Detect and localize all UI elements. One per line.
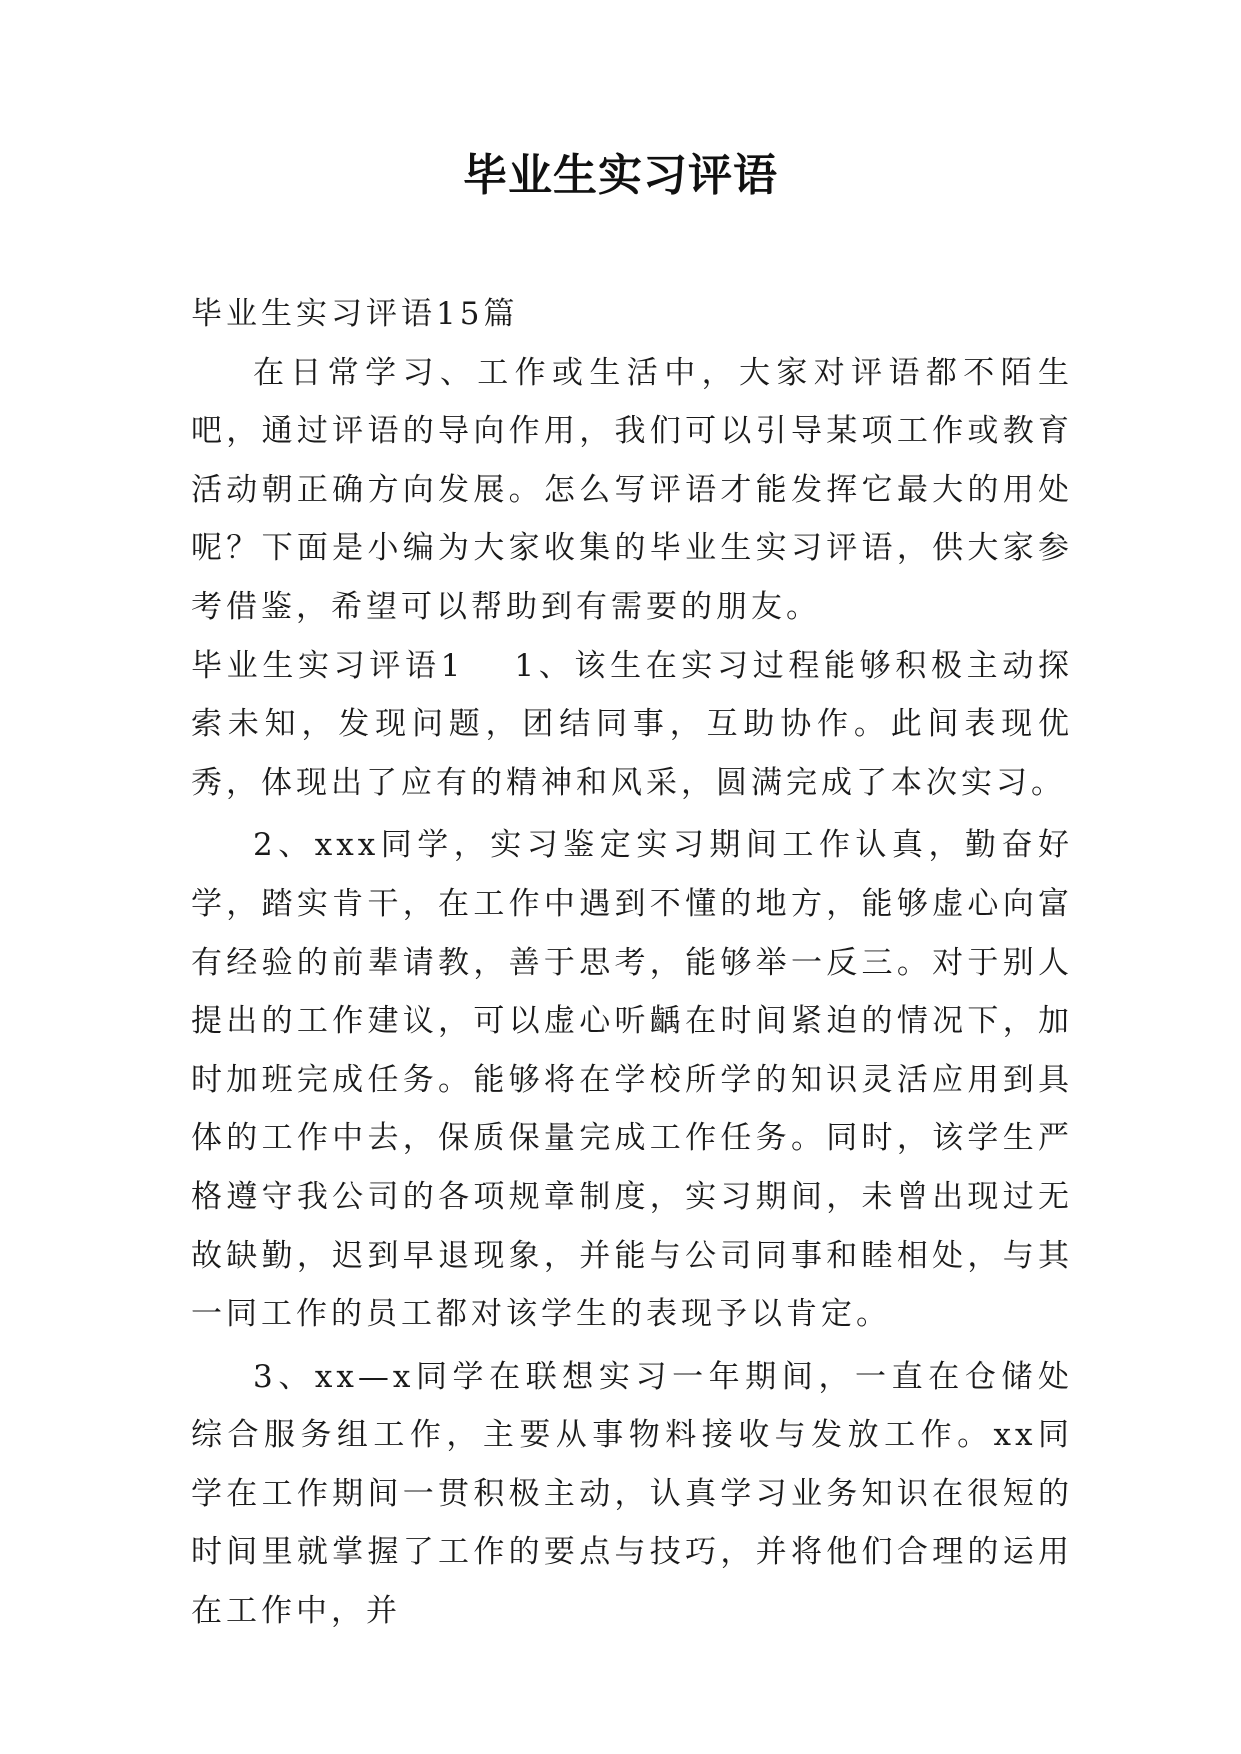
section-1-heading: 毕业生实习评语1 (191, 647, 465, 684)
section-1-item-1: 1、该生在实习过程能够积极主动探索未知，发现问题，团结同事，互助协作。此间表现优秀，体现出了应有的精神和风采，圆满完成了本次实习。 (191, 647, 1073, 801)
intro-paragraph: 在日常学习、工作或生活中，大家对评语都不陌生吧，通过评语的导向作用，我们可以引导某项工作或教育活动朝正确方向发展。怎么写评语才能发挥它最大的用处呢？下面是小编为大家收集的毕业生实习评语，供大家参考借鉴，希望可以帮助到有需要的朋友。 (191, 354, 1073, 625)
subtitle-line: 毕业生实习评语15篇 (191, 296, 519, 332)
document-title: 毕业生实习评语 (463, 150, 778, 201)
document-body (191, 285, 1073, 1641)
item-3-paragraph: 3、xx—x同学在联想实习一年期间，一直在仓储处综合服务组工作，主要从事物料接收与发放工作。xx同学在工作期间一贯积极主动，认真学习业务知识在很短的时间里就掌握了工作的要点与技巧，并将他们合理的运用在工作中，并 (191, 1358, 1073, 1630)
section-1-paragraph (191, 637, 1073, 813)
item-2-paragraph: 2、xxx同学，实习鉴定实习期间工作认真，勤奋好学，踏实肯干，在工作中遇到不懂的地方，能够虚心向富有经验的前辈请教，善于思考，能够举一反三。对于别人提出的工作建议，可以虚心听齲在时间紧迫的情况下，加时加班完成任务。能够将在学校所学的知识灵活应用到具体的工作中去，保质保量完成工作任务。同时，该学生严格遵守我公司的各项规章制度，实习期间，未曾出现过无故缺勤，迟到早退现象，并能与公司同事和睦相处，与其一同工作的员工都对该学生的表现予以肯定。 (191, 827, 1073, 1333)
